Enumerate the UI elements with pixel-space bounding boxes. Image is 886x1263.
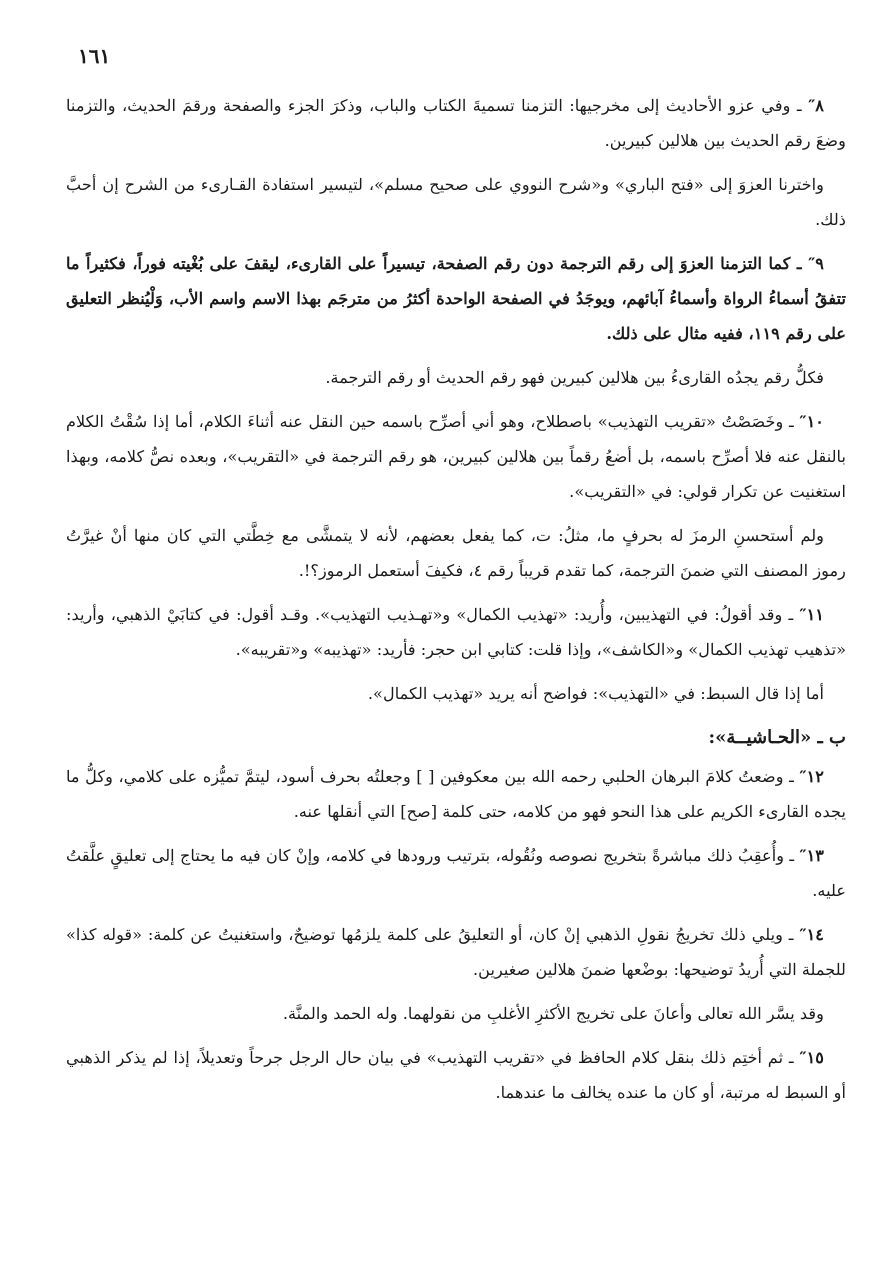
paragraph-9: [66, 246, 846, 351]
item-number: ١١″: [799, 605, 824, 624]
paragraph-10: [66, 404, 846, 509]
paragraph-text: واخترنا العزوَ إلى «فتح الباري» و«شرح النووي على صحيح مسلم»، لتيسير استفادة القـارىء من الشرح إن أحبَّ ذلك.: [66, 175, 846, 229]
page-number: ١٦١: [78, 44, 111, 68]
paragraph-11-cont: [66, 676, 846, 711]
paragraph-8-cont: [66, 167, 846, 237]
paragraph-text: ـ وقد أقولُ: في التهذيبين، وأُريد: «تهذيب الكمال» و«تهـذيب التهذيب». وقـد أقول: في كتابَيْ الذهبي، وأريد: «تذهيب تهذيب الكمال» و«الكاشف»، وإذا قلت: كتابي ابن حجر: فأريد: «تهذيبه» و«تقريبه».: [66, 605, 846, 659]
paragraph-10-cont: [66, 518, 846, 588]
paragraph-text: فكلُّ رقم يجدُه القارىءُ بين هلالين كبيرين فهو رقم الحديث أو رقم الترجمة.: [325, 368, 824, 387]
paragraph-text: ـ ويلي ذلك تخريجُ نقولِ الذهبي إنْ كان، أو التعليقُ على كلمة يلزمُها توضيحٌ، واستغنيتُ عن كلمة: «قوله كذا» للجملة التي أُريدُ توضيحها: بوضْعها ضمنَ هلالين صغيرين.: [66, 925, 846, 979]
section-heading: ب ـ «الحـاشيــة»:: [708, 727, 846, 748]
paragraph-text: ـ وضعتُ كلامَ البرهان الحلبي رحمه الله بين معكوفين [ ] وجعلتُه بحرف أسود، ليتمَّ تميُّزه على كلامي، وكلُّ ما يجده القارىء الكريم على هذا النحو فهو من كلامه، حتى كلمة [صح] التي أنقلها عنه.: [66, 767, 846, 821]
paragraph-text: ـ ثم أختِم ذلك بنقل كلام الحافظ في «تقريب التهذيب» في بيان حال الرجل جرحاً وتعديلاً، إذا لم يذكر الذهبي أو السبط له مرتبة، أو كان ما عنده يخالف ما عندهما.: [66, 1048, 846, 1102]
paragraph-14: [66, 917, 846, 987]
paragraph-text: ـ وأُعقِبُ ذلك مباشرةً بتخريج نصوصه ونُقُوله، بترتيب ورودها في كلامه، وإنْ كان فيه ما يحتاج إلى تعليقٍ علَّقتُ عليه.: [66, 846, 846, 900]
paragraph-15: [66, 1040, 846, 1110]
paragraph-text: ولم أستحسنِ الرمزَ له بحرفٍ ما، مثلُ: ت، كما يفعل بعضهم، لأنه لا يتمشَّى مع خِطَّتي التي كان منها أنْ غيرَّتُ رموز المصنف التي ضمنَ الترجمة، كما تقدم قريباً رقم ٤، فكيفَ أستعمل الرموز؟!.: [66, 526, 846, 580]
paragraph-text: أما إذا قال السبط: في «التهذيب»: فواضح أنه يريد «تهذيب الكمال».: [367, 684, 824, 703]
item-number: ١٥″: [799, 1048, 824, 1067]
paragraph-12: [66, 759, 846, 829]
paragraph-8: [66, 88, 846, 158]
paragraph-9-cont: [66, 360, 846, 395]
item-number: ١٠″: [799, 412, 824, 431]
paragraph-text: ـ وفي عزو الأحاديث إلى مخرجيها: التزمنا تسميةَ الكتاب والباب، وذكرَ الجزء والصفحة ورقمَ الحديث، والتزمنا وضعَ رقم الحديث بين هلالين كبيرين.: [66, 96, 846, 150]
item-number: ٩″: [808, 254, 824, 273]
paragraph-text: ـ وخَصَصْتُ «تقريب التهذيب» باصطلاح، وهو أني أصرِّح باسمه حين النقل عنه أثناءَ الكلام، أما إذا سُقْتُ الكلام بالنقل عنه فلا أصرِّح باسمه، بل أضعُ رقماً بين هلالين كبيرين، هو رقم الترجمة في «التقريب»، وبعده نصُّ كلامه، وبهذا استغنيت عن تكرار قولي: في «التقريب».: [66, 412, 846, 501]
item-number: ١٤″: [799, 925, 824, 944]
page-body: [66, 88, 846, 1119]
paragraph-text: وقد يسَّر الله تعالى وأعانَ على تخريج الأكثرِ الأغلبِ من نقولهما. وله الحمد والمنَّة.: [282, 1004, 824, 1023]
paragraph-13: [66, 838, 846, 908]
item-number: ١٣″: [799, 846, 824, 865]
paragraph-text: ـ كما التزمنا العزوَ إلى رقم الترجمة دون رقم الصفحة، تيسيراً على القارىء، ليقفَ على بُغْيته فوراً، فكثيراً ما تتفقُ أسماءُ الرواة وأسماءُ آبائهم، ويوجَدُ في الصفحة الواحدة أكثرُ من مترجَم بهذا الاسم واسم الأب، وَلْيُنظر التعليق على رقم ١١٩، ففيه مثال على ذلك.: [66, 254, 846, 343]
item-number: ١٢″: [799, 767, 824, 786]
item-number: ٨″: [808, 96, 824, 115]
paragraph-11: [66, 597, 846, 667]
paragraph-14-cont: [66, 996, 846, 1031]
